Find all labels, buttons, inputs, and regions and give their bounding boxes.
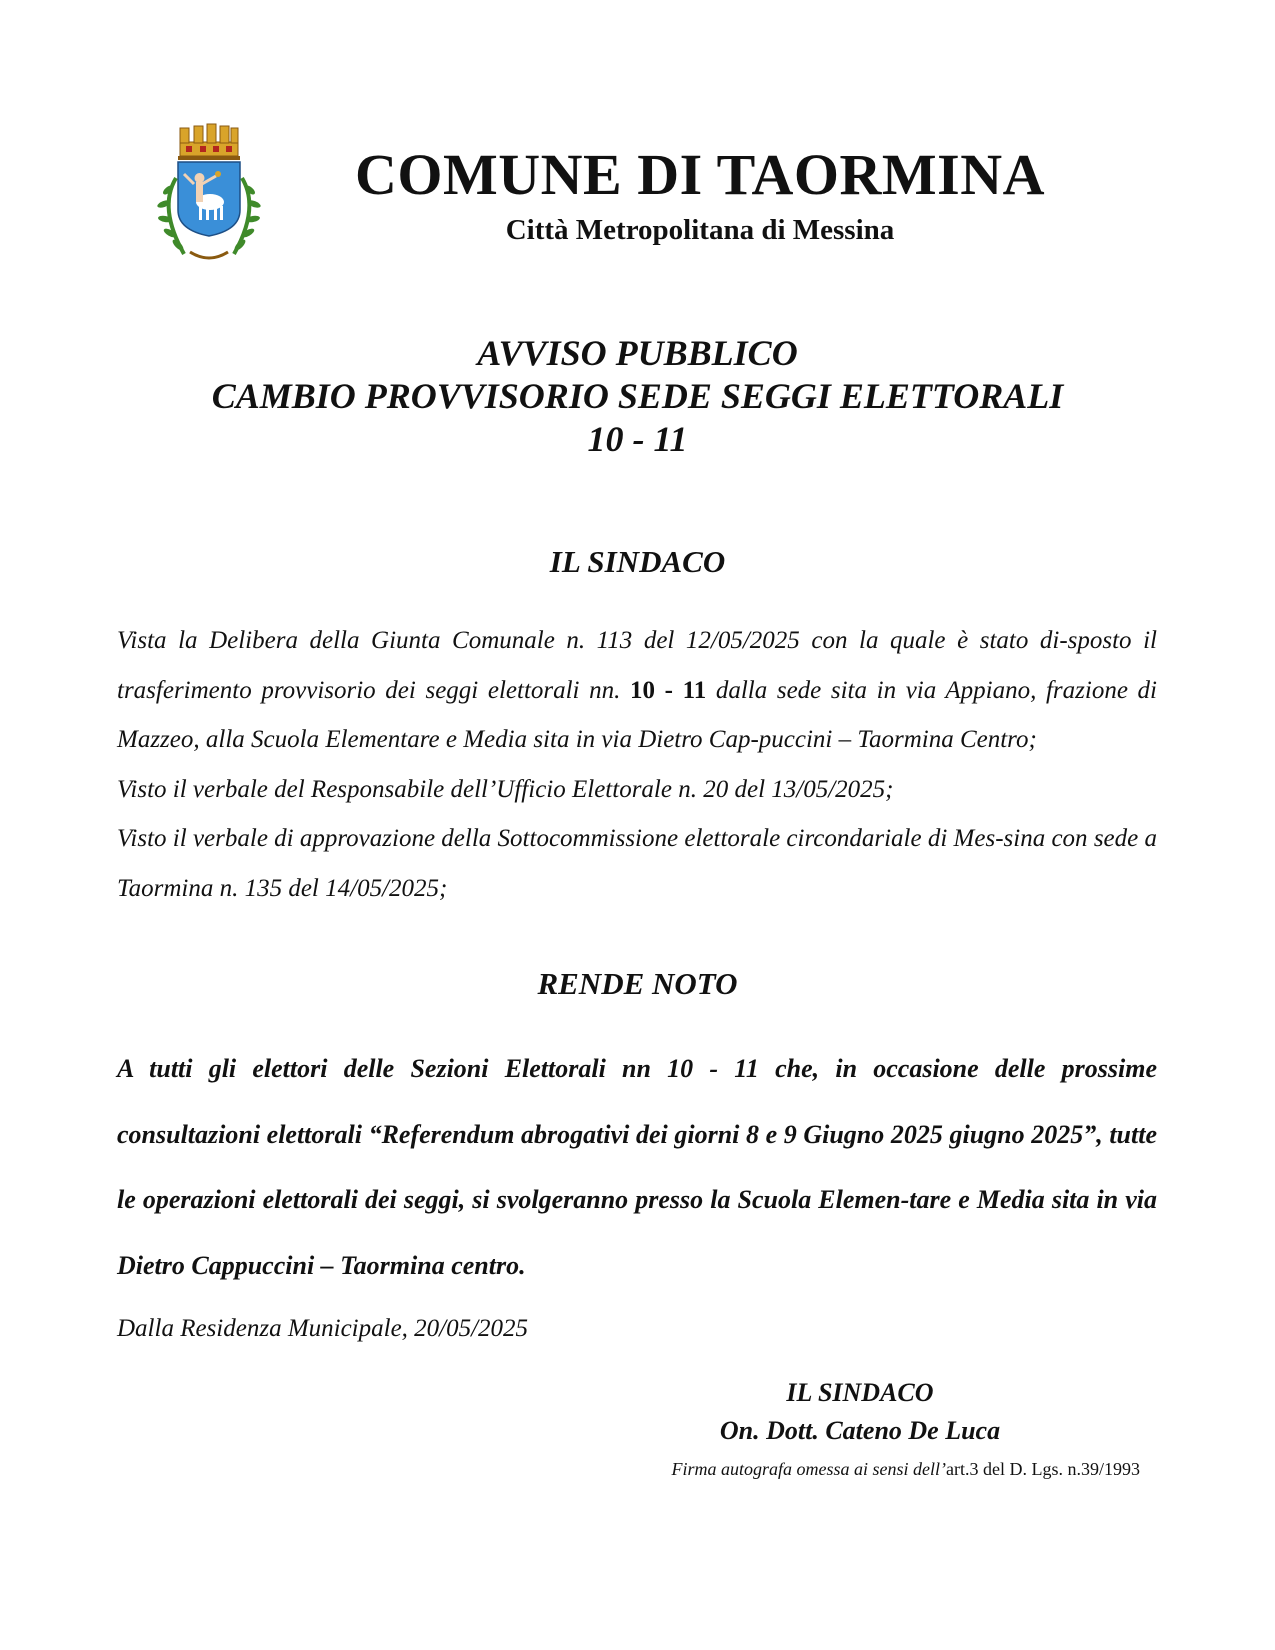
municipality-subtitle: Città Metropolitana di Messina [505, 214, 895, 246]
notice-heading [140, 332, 1135, 461]
sindaco-heading: IL SINDACO [549, 544, 726, 579]
premise-delibera-text-2: dalla sede sita in via Appiano, frazione di Mazzeo, alla Scuola Elementare e Media sita in via Dietro Cap-puccini – Taormina Centro; [117, 676, 1157, 753]
coat-of-arms-icon [150, 118, 268, 266]
premise-delibera-text-1: Vista la Delibera della Giunta Comunale n. 113 del 12/05/2025 con la quale è stato di-sposto il trasferimento provvisorio dei seggi elettorali nn. [117, 627, 1157, 704]
municipality-title: COMUNE DI TAORMINA [355, 142, 1045, 207]
premise-delibera [117, 616, 1157, 765]
rende-noto-heading: RENDE NOTO [537, 966, 738, 1001]
signature-note [560, 1460, 1140, 1478]
notice-line-3: 10 - 11 [587, 419, 688, 459]
premise-verbale-sottocommissione: Visto il verbale di approvazione della Sottocommissione elettorale circondariale di Mes-sina con sede a Taormina n. 135 del 14/05/2025; [117, 825, 1157, 902]
signature-note-italic: Firma autografa omessa ai sensi dell’ [671, 1459, 947, 1479]
premises-section [117, 616, 1157, 913]
announcement-text: A tutti gli elettori delle Sezioni Elettorali nn 10 - 11 che, in occasione delle prossime consultazioni elettorali “Referendum abrogativi dei giorni 8 e 9 Giugno 2025 giugno 2025”, tutte le operazioni elettorali dei seggi, si svolgeranno presso la Scuola Elemen-tare e Media sita in via Dietro Cappuccini – Taormina centro. [117, 1054, 1157, 1280]
premise-seggi-numbers: 10 - 11 [630, 676, 707, 704]
signature-name: On. Dott. Cateno De Luca [719, 1416, 1001, 1445]
signature-note-regular: art.3 del D. Lgs. n.39/1993 [946, 1459, 1140, 1479]
signature-title: IL SINDACO [786, 1378, 934, 1407]
place-date: Dalla Residenza Municipale, 20/05/2025 [117, 1315, 529, 1342]
premise-verbale-ufficio: Visto il verbale del Responsabile dell’Ufficio Elettorale n. 20 del 13/05/2025; [117, 775, 894, 803]
notice-line-2: CAMBIO PROVVISORIO SEDE SEGGI ELETTORALI [211, 376, 1064, 416]
notice-line-1: AVVISO PUBBLICO [477, 333, 798, 373]
